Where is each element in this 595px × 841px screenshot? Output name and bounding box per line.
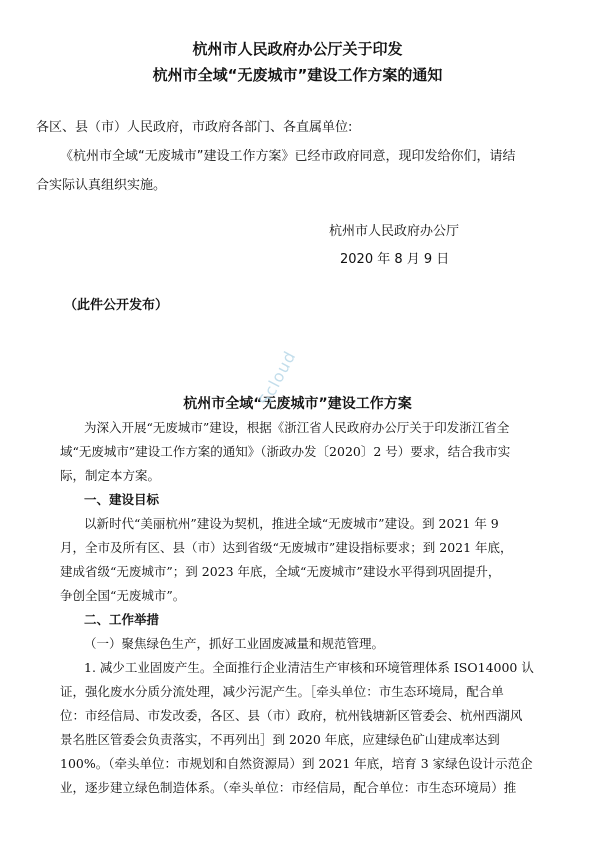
notice-body-line-2: 合实际认真组织实施。 bbox=[36, 178, 167, 193]
item-1-line-1: 1. 减少工业固废产生。全面推行企业清洁生产审核和环境管理体系 ISO14000 认 bbox=[84, 660, 534, 675]
item-1-line-3: 位：市经信局、市发改委，各区、县（市）政府，杭州钱塘新区管委会、杭州西湖风 bbox=[60, 708, 523, 723]
notice-title-line-2: 杭州市全域“无废城市”建设工作方案的通知 bbox=[152, 66, 443, 84]
subsection-1-heading: （一）聚焦绿色生产，抓好工业固废减量和规范管理。 bbox=[84, 636, 385, 651]
section-1-line-4: 争创全国“无废城市”。 bbox=[60, 588, 186, 603]
item-1-line-4: 景名胜区管委会负责落实，不再列出］到 2020 年底，应建绿色矿山建成率达到 bbox=[60, 732, 500, 747]
issuer-signature: 杭州市人民政府办公厅 bbox=[329, 224, 460, 239]
recipients-line: 各区、县（市）人民政府，市政府各部门、各直属单位: bbox=[36, 120, 353, 135]
notice-title-line-1: 杭州市人民政府办公厅关于印发 bbox=[192, 40, 403, 58]
notice-body-line-1: 《杭州市全域“无废城市”建设工作方案》已经市政府同意，现印发给你们，请结 bbox=[60, 149, 516, 164]
watermark: Scloud bbox=[255, 347, 300, 409]
section-1-line-1: 以新时代“美丽杭州”建设为契机，推进全域“无废城市”建设。到 2021 年 9 bbox=[84, 516, 499, 531]
section-1-heading: 一、建设目标 bbox=[84, 492, 160, 507]
publication-note: （此件公开发布） bbox=[64, 298, 169, 313]
section-2-heading: 二、工作举措 bbox=[84, 612, 160, 627]
plan-title: 杭州市全域“无废城市”建设工作方案 bbox=[183, 396, 412, 412]
issue-date: 2020 年 8 月 9 日 bbox=[340, 252, 450, 267]
item-1-line-5: 100%。（牵头单位：市规划和自然资源局）到 2021 年底，培育 3 家绿色设计示范企 bbox=[60, 756, 533, 771]
intro-line-1: 为深入开展“无废城市”建设，根据《浙江省人民政府办公厅关于印发浙江省全 bbox=[84, 420, 510, 435]
item-1-line-2: 证，强化废水分质分流处理，减少污泥产生。［牵头单位：市生态环境局，配合单 bbox=[60, 684, 504, 699]
intro-line-3: 际，制定本方案。 bbox=[60, 468, 161, 483]
section-1-line-3: 建成省级“无废城市”；到 2023 年底，全域“无废城市”建设水平得到巩固提升， bbox=[60, 564, 501, 579]
intro-line-2: 域“无废城市”建设工作方案的通知》（浙政办发〔2020〕2 号）要求，结合我市实 bbox=[60, 444, 511, 459]
item-1-line-6: 业，逐步建立绿色制造体系。（牵头单位：市经信局，配合单位：市生态环境局）推 bbox=[60, 780, 517, 795]
section-1-line-2: 月，全市及所有区、县（市）达到省级“无废城市”建设指标要求；到 2021 年底， bbox=[60, 540, 513, 555]
